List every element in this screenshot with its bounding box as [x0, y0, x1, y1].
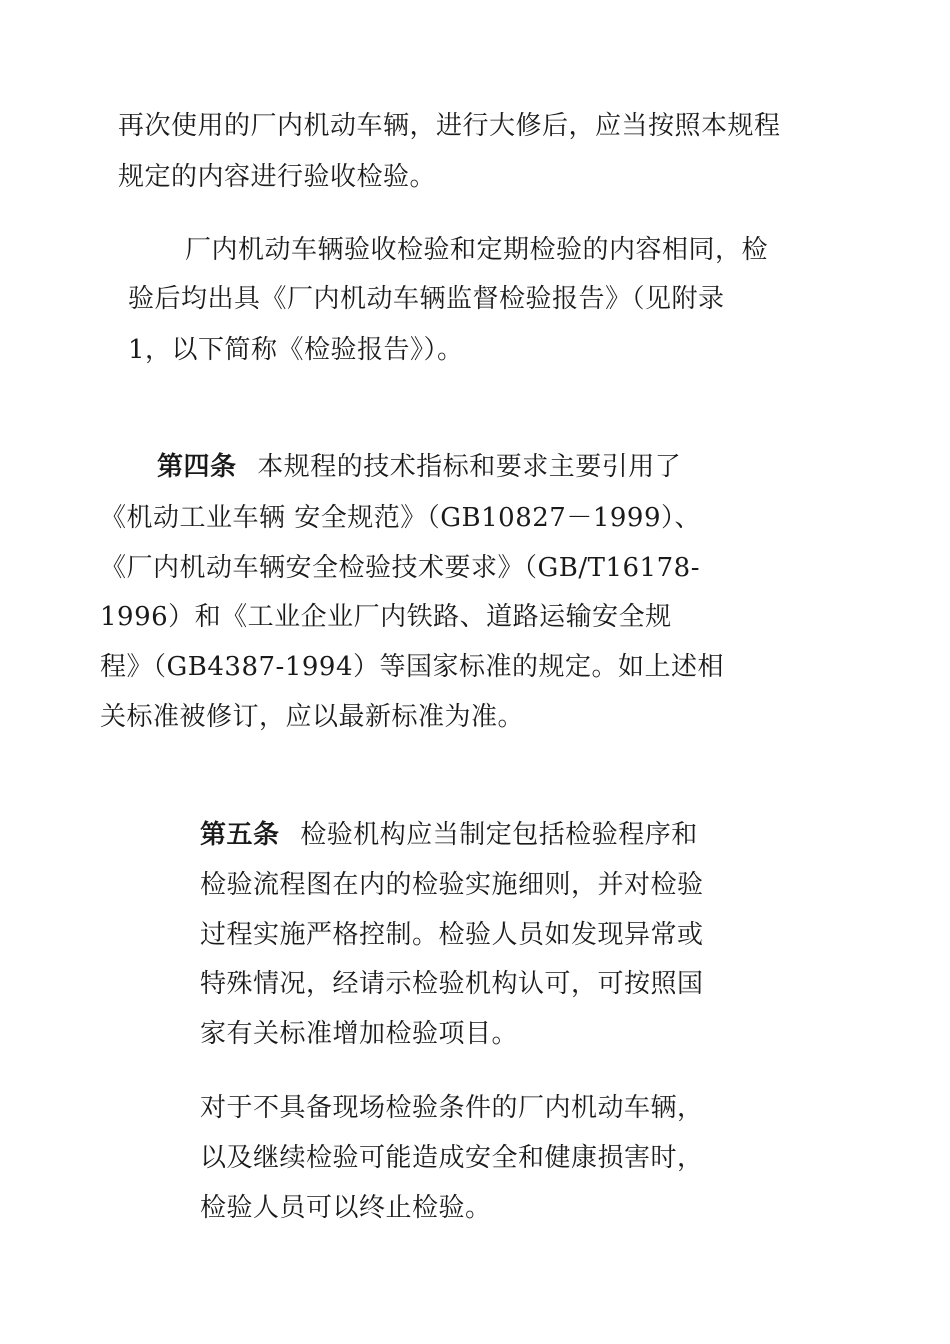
text-line: 关标准被修订，应以最新标准为准。 — [100, 702, 525, 732]
text-line: 1996）和《工业企业厂内铁路、道路运输安全规 — [100, 602, 672, 632]
text-line: 再次使用的厂内机动车辆，进行大修后，应当按照本规程 — [118, 111, 781, 141]
text-line: 验后均出具《厂内机动车辆监督检验报告》（见附录 — [128, 284, 725, 314]
article-5-heading: 第五条 — [200, 820, 280, 850]
text-line: 特殊情况，经请示检验机构认可，可按照国 — [200, 969, 704, 999]
article-4-heading: 第四条 — [157, 452, 237, 482]
text-line: 以及继续检验可能造成安全和健康损害时， — [200, 1143, 704, 1173]
text-line: 本规程的技术指标和要求主要引用了 — [257, 452, 682, 482]
text-line: 检验流程图在内的检验实施细则，并对检验 — [200, 870, 704, 900]
text-line: 过程实施严格控制。检验人员如发现异常或 — [200, 920, 704, 950]
text-line: 家有关标准增加检验项目。 — [200, 1019, 519, 1049]
article-5-first-line — [200, 820, 698, 850]
text-line: 检验机构应当制定包括检验程序和 — [300, 820, 698, 850]
text-line: 《厂内机动车辆安全检验技术要求》（GB/T16178- — [100, 553, 700, 583]
text-line: 规定的内容进行验收检验。 — [118, 162, 437, 192]
text-line: 对于不具备现场检验条件的厂内机动车辆， — [200, 1093, 704, 1123]
text-line: 1，以下简称《检验报告》）。 — [128, 335, 464, 365]
text-line: 《机动工业车辆 安全规范》（GB10827－1999）、 — [100, 503, 702, 533]
text-line: 程》（GB4387-1994）等国家标准的规定。如上述相 — [100, 652, 724, 682]
text-line: 厂内机动车辆验收检验和定期检验的内容相同，检 — [185, 235, 769, 265]
text-line: 检验人员可以终止检验。 — [200, 1193, 492, 1223]
article-4-first-line — [157, 452, 681, 482]
